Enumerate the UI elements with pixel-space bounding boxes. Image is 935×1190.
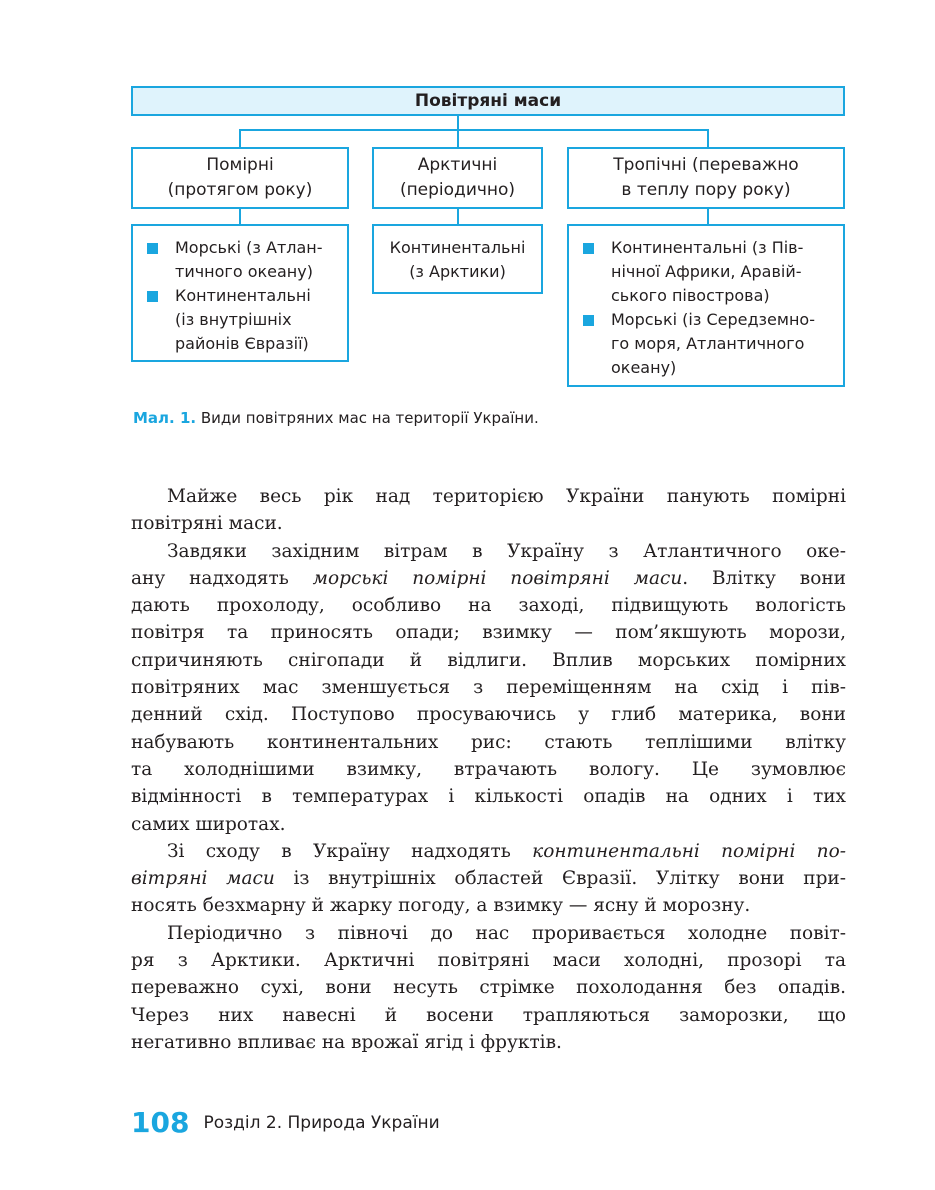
text-line: ану надходять морські помірні повітряні маси. Влітку вони <box>131 567 846 589</box>
connector-tropical-up <box>707 129 709 148</box>
text-line: негативно впливає на врожаї ягід і фруктів. <box>131 1031 562 1053</box>
figure-caption <box>133 409 539 427</box>
text-line: Майже весь рік над територією України панують помірні <box>167 486 846 507</box>
list-item: Морські (з Атлан- тичного океану) <box>147 236 339 284</box>
arctic-head-line1: Арктичні <box>417 155 498 175</box>
square-bullet-icon <box>583 315 594 326</box>
text-line: Завдяки західним вітрам в Україну з Атлантичного оке- <box>167 540 846 562</box>
arctic-detail-line2: (з Арктики) <box>409 262 506 281</box>
caption-label: Мал. 1. <box>133 409 197 427</box>
text-line: переважно сухі, вони несуть стрімке похолодання без опадів. <box>131 977 846 999</box>
arctic-head-box <box>372 147 543 209</box>
square-bullet-icon <box>147 243 158 254</box>
text-line: ря з Арктики. Арктичні повітряні маси холодні, прозорі та <box>131 950 846 972</box>
section-title: Розділ 2. Природа України <box>203 1112 440 1133</box>
text-line: спричиняють снігопади й відлиги. Вплив морських помірних <box>131 649 846 671</box>
connector-horizontal <box>239 129 709 131</box>
text-line: набувають континентальних рис: стають теплішими влітку <box>131 731 846 753</box>
text-line: денний схід. Поступово просуваючись у глиб материка, вони <box>131 704 846 726</box>
emphasis-text: континентальні помірні по- <box>532 840 846 862</box>
diagram-title-box <box>131 86 845 116</box>
text-line: самих широтах. <box>131 813 286 835</box>
caption-text: Види повітряних мас на території України. <box>196 409 539 427</box>
arctic-detail-line1: Континентальні <box>389 238 526 257</box>
list-item: Морські (із Середземно- го моря, Атлантичного океану) <box>583 308 835 380</box>
text-line: повітряних мас зменшується з переміщенням на схід і пів- <box>131 677 846 699</box>
text-line: повітря та приносять опади; взимку — пом’якшують морози, <box>131 622 846 644</box>
tropical-detail-box <box>567 224 845 387</box>
connector-arctic-down <box>457 207 459 225</box>
page-footer <box>131 1106 440 1139</box>
list-item: Континентальні (із внутрішніх районів Євразії) <box>147 284 339 356</box>
temperate-head-line1: Помірні <box>206 155 274 175</box>
arctic-head-line2: (періодично) <box>399 180 516 200</box>
connector-title-down <box>457 114 459 130</box>
connector-arctic-up <box>457 129 459 148</box>
tropical-head-box <box>567 147 845 209</box>
list-item: Континентальні (з Пів- нічної Африки, Аравій- ського півострова) <box>583 236 835 308</box>
connector-temperate-down <box>239 207 241 225</box>
square-bullet-icon <box>583 243 594 254</box>
text-line: та холоднішими взимку, втрачають вологу. Це зумовлює <box>131 758 846 780</box>
page-number: 108 <box>131 1106 190 1139</box>
text-line: Періодично з півночі до нас проривається холодне повіт- <box>167 922 846 944</box>
air-masses-diagram <box>0 0 935 400</box>
text-line: повітряні маси. <box>131 513 283 535</box>
text-line: носять безхмарну й жарку погоду, а взимку — ясну й морозну. <box>131 895 751 917</box>
temperate-detail-box <box>131 224 349 362</box>
arctic-detail-box <box>372 224 543 294</box>
square-bullet-icon <box>147 291 158 302</box>
text-line: відмінності в температурах і кількості опадів на одних і тих <box>131 786 846 808</box>
text-line: Через них навесні й восени трапляються заморозки, що <box>131 1004 846 1026</box>
text-line: дають прохолоду, особливо на заході, підвищують вологість <box>131 595 846 617</box>
connector-temperate-up <box>239 129 241 148</box>
temperate-head-line2: (протягом року) <box>167 180 313 200</box>
tropical-head-line1: Тропічні (переважно <box>613 155 799 175</box>
emphasis-text: морські помірні повітряні маси <box>312 567 683 589</box>
emphasis-text: вітряні маси <box>131 868 275 890</box>
temperate-head-box <box>131 147 349 209</box>
connector-tropical-down <box>707 207 709 225</box>
diagram-title: Повітряні маси <box>414 91 562 111</box>
tropical-head-line2: в теплу пору року) <box>621 180 791 200</box>
text-line: Зі сходу в Україну надходять континентальні помірні по- <box>167 840 846 862</box>
text-line: вітряні маси із внутрішніх областей Євразії. Улітку вони при- <box>131 868 846 890</box>
body-text <box>131 483 846 1056</box>
